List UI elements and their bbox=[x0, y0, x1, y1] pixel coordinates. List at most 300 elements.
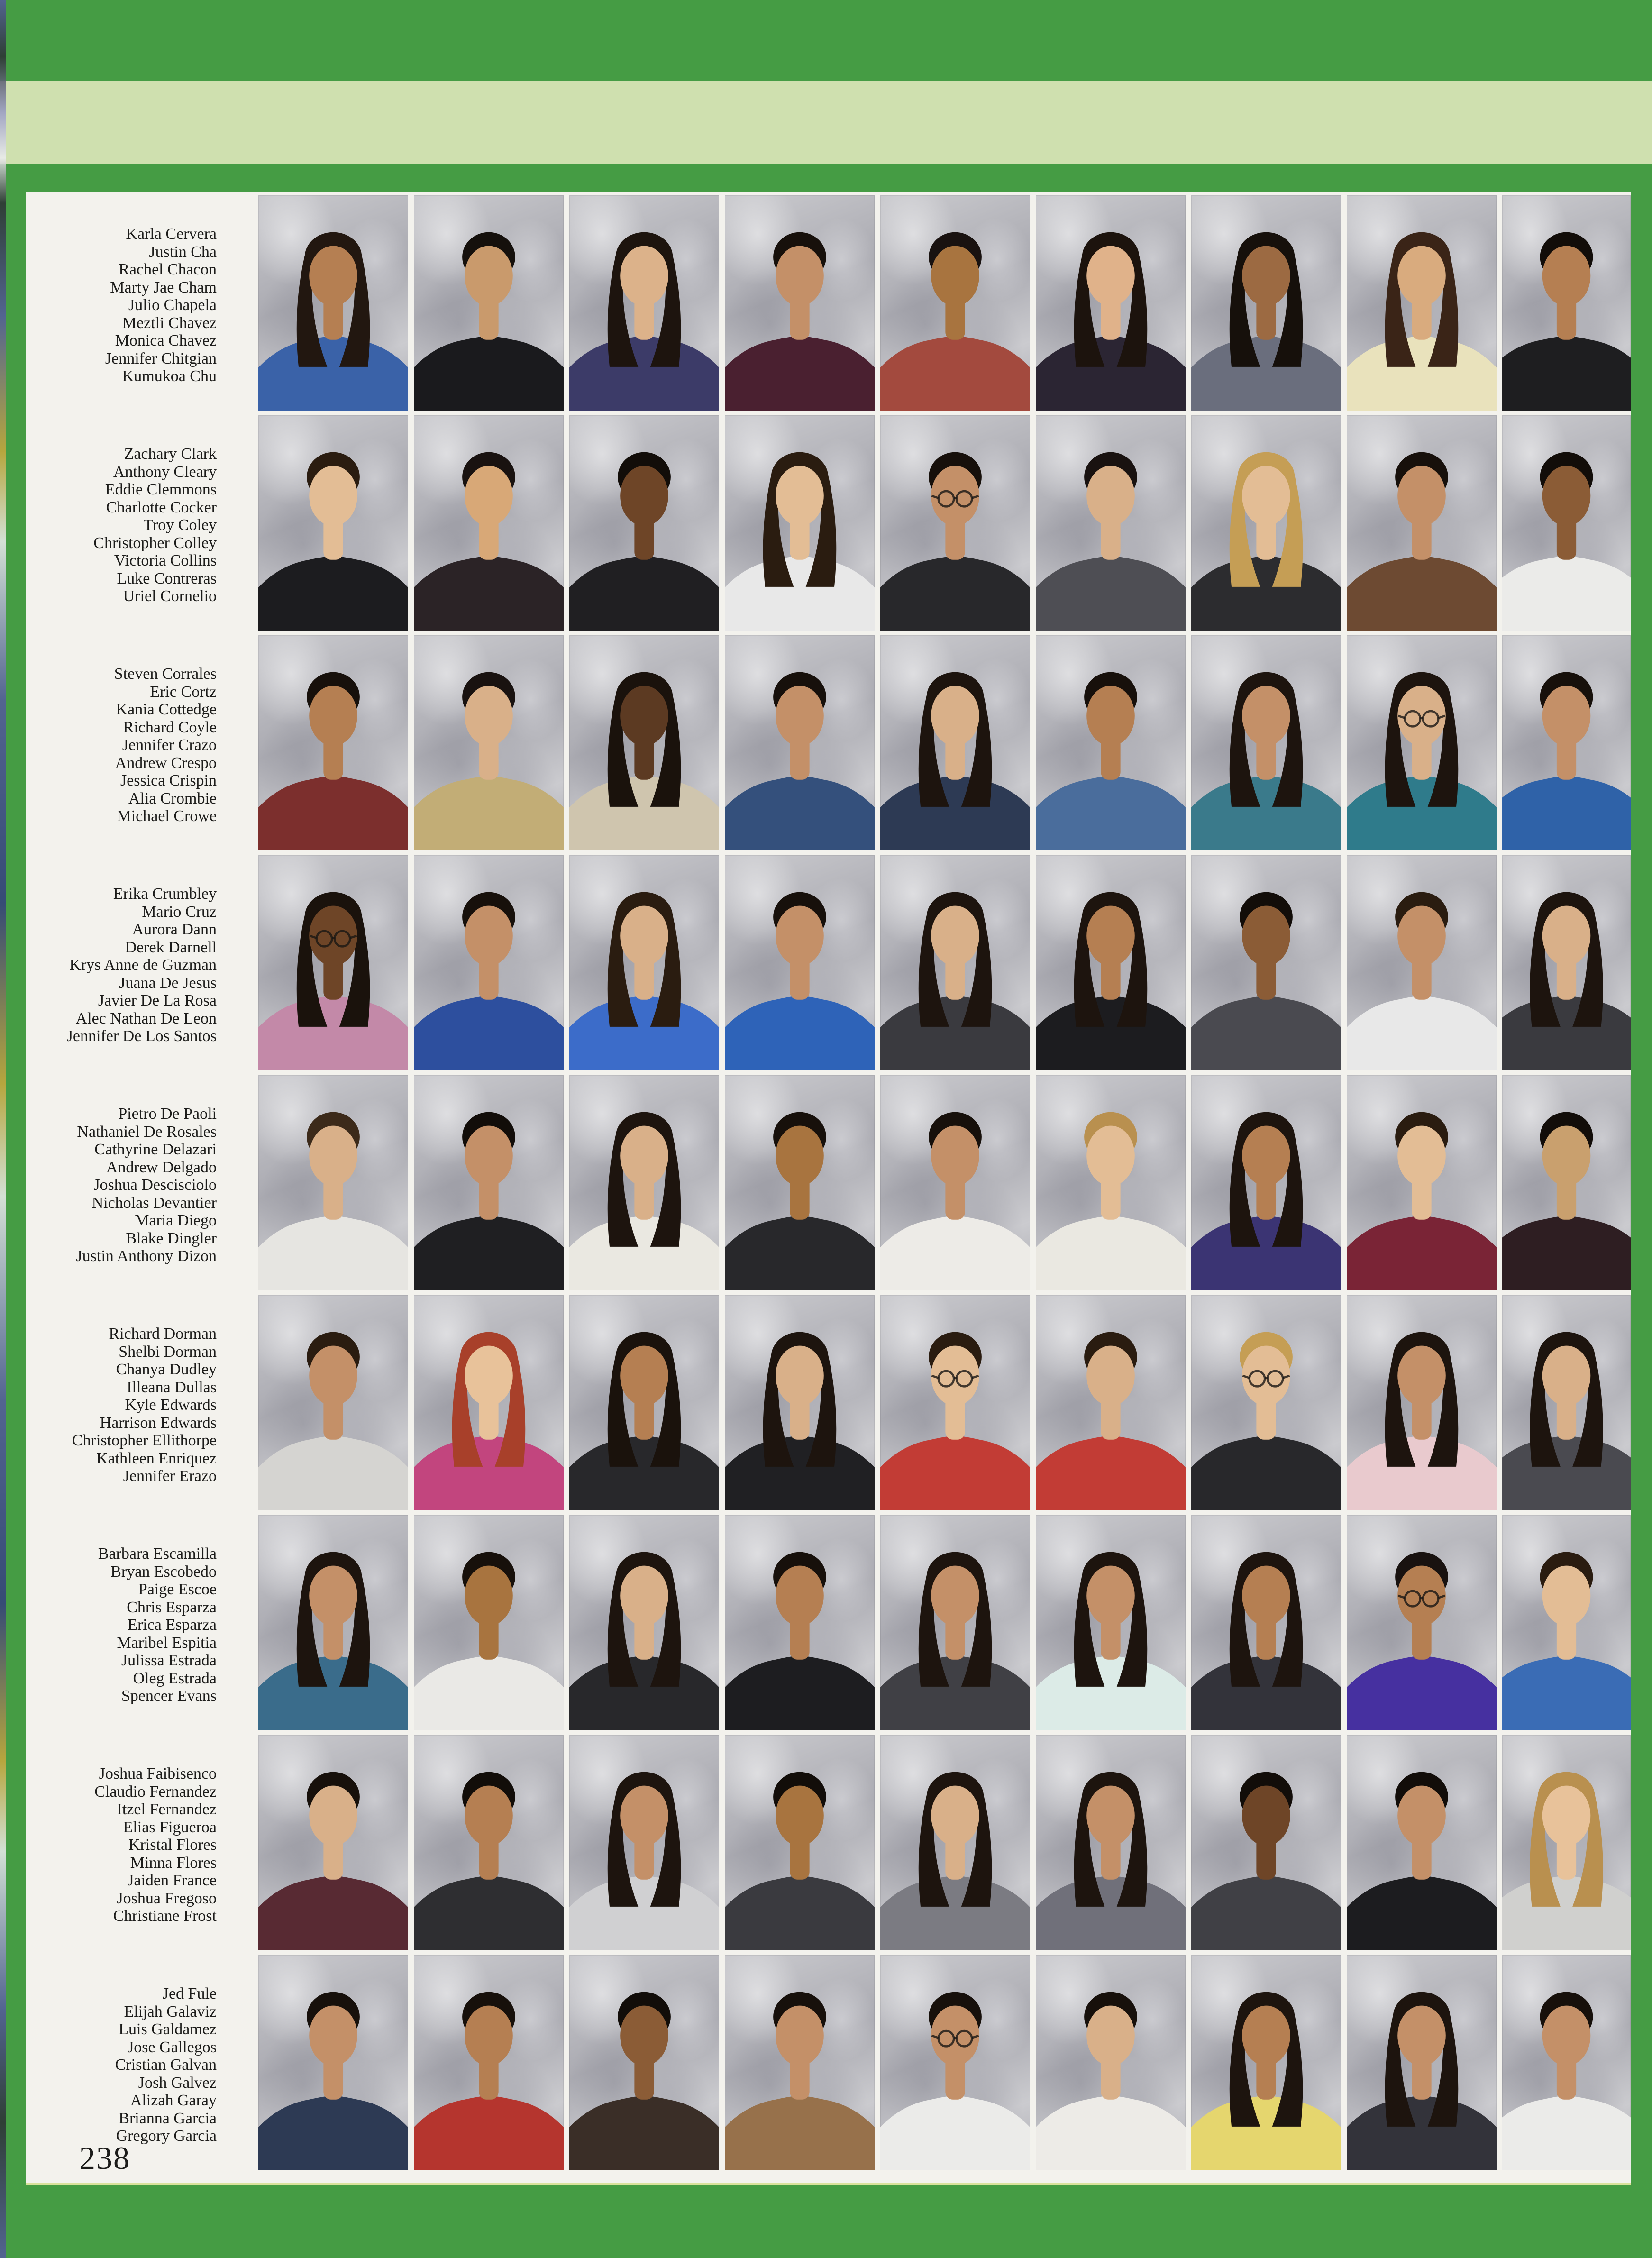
portrait-silhouette bbox=[569, 1295, 719, 1510]
head-shape bbox=[465, 2005, 513, 2066]
head-shape bbox=[620, 246, 668, 306]
name-list bbox=[26, 1515, 258, 1735]
book-binding-edge bbox=[0, 0, 6, 2258]
portrait-silhouette bbox=[725, 1295, 875, 1510]
student-name: Jessica Crispin bbox=[120, 772, 217, 790]
shirt-shape bbox=[569, 1216, 719, 1290]
shirt-shape bbox=[569, 1656, 719, 1730]
student-name: Christopher Colley bbox=[93, 534, 217, 552]
student-portrait bbox=[1347, 635, 1497, 850]
shirt-shape bbox=[880, 1216, 1030, 1290]
photo-strip bbox=[258, 1295, 1631, 1515]
head-shape bbox=[776, 246, 824, 306]
student-name: Alec Nathan De Leon bbox=[75, 1009, 217, 1027]
student-name: Anthony Cleary bbox=[113, 463, 217, 481]
shirt-shape bbox=[880, 1656, 1030, 1730]
portrait-silhouette bbox=[258, 1515, 408, 1730]
head-shape bbox=[309, 2005, 357, 2066]
portrait-silhouette bbox=[1347, 415, 1497, 631]
shirt-shape bbox=[1191, 1216, 1341, 1290]
shirt-shape bbox=[1036, 996, 1186, 1070]
student-portrait bbox=[725, 1295, 875, 1510]
shirt-shape bbox=[414, 556, 564, 631]
student-portrait bbox=[1502, 1075, 1631, 1290]
student-portrait bbox=[569, 1295, 719, 1510]
portrait-silhouette bbox=[569, 195, 719, 411]
student-portrait bbox=[1191, 855, 1341, 1070]
photo-strip bbox=[258, 1955, 1631, 2175]
student-portrait bbox=[1191, 415, 1341, 631]
student-portrait bbox=[880, 415, 1030, 631]
student-name: Alia Crombie bbox=[128, 789, 217, 807]
shirt-shape bbox=[569, 556, 719, 631]
shirt-shape bbox=[1191, 996, 1341, 1070]
head-shape bbox=[931, 1565, 979, 1626]
head-shape bbox=[1086, 686, 1135, 746]
yearbook-row bbox=[26, 415, 1631, 635]
shirt-shape bbox=[1191, 1436, 1341, 1510]
portrait-silhouette bbox=[1191, 855, 1341, 1070]
student-portrait bbox=[1347, 1075, 1497, 1290]
photo-strip bbox=[258, 1515, 1631, 1735]
student-name: Derek Darnell bbox=[125, 938, 217, 956]
shirt-shape bbox=[725, 1876, 875, 1950]
student-portrait bbox=[1502, 1515, 1631, 1730]
head-shape bbox=[309, 246, 357, 306]
shirt-shape bbox=[1191, 776, 1341, 850]
student-portrait bbox=[725, 1515, 875, 1730]
student-portrait bbox=[880, 1735, 1030, 1950]
head-shape bbox=[776, 1125, 824, 1186]
student-name: Cathyrine Delazari bbox=[94, 1141, 217, 1159]
shirt-shape bbox=[258, 556, 408, 631]
head-shape bbox=[465, 1785, 513, 1846]
student-portrait bbox=[725, 1075, 875, 1290]
portrait-silhouette bbox=[1191, 1955, 1341, 2170]
shirt-shape bbox=[725, 556, 875, 631]
shirt-shape bbox=[1191, 1656, 1341, 1730]
student-name: Chris Esparza bbox=[127, 1598, 217, 1616]
shirt-shape bbox=[1347, 1656, 1497, 1730]
head-shape bbox=[309, 1345, 357, 1406]
student-portrait bbox=[880, 1515, 1030, 1730]
student-portrait bbox=[1191, 1515, 1341, 1730]
portrait-silhouette bbox=[1502, 1955, 1631, 2170]
shirt-shape bbox=[1191, 336, 1341, 411]
student-name: Jed Fule bbox=[162, 1985, 217, 2003]
student-name: Jaiden France bbox=[128, 1872, 217, 1890]
head-shape bbox=[620, 1345, 668, 1406]
head-shape bbox=[1397, 905, 1446, 966]
student-name: Michael Crowe bbox=[117, 807, 217, 825]
head-shape bbox=[776, 1345, 824, 1406]
shirt-shape bbox=[880, 2096, 1030, 2170]
portrait-silhouette bbox=[1191, 635, 1341, 850]
student-portrait bbox=[1036, 415, 1186, 631]
student-name: Eric Cortz bbox=[150, 683, 217, 701]
yearbook-row bbox=[26, 1295, 1631, 1515]
student-portrait bbox=[1191, 195, 1341, 411]
student-name: Joshua Fregoso bbox=[117, 1889, 217, 1907]
portrait-silhouette bbox=[880, 855, 1030, 1070]
portrait-grid bbox=[26, 192, 1631, 2175]
head-shape bbox=[620, 1565, 668, 1626]
student-name: Karla Cervera bbox=[126, 225, 217, 243]
student-portrait bbox=[258, 855, 408, 1070]
portrait-silhouette bbox=[569, 1735, 719, 1950]
portrait-silhouette bbox=[1502, 635, 1631, 850]
portrait-silhouette bbox=[258, 1295, 408, 1510]
shirt-shape bbox=[414, 1876, 564, 1950]
portrait-silhouette bbox=[1502, 1735, 1631, 1950]
shirt-shape bbox=[1502, 1216, 1631, 1290]
portrait-silhouette bbox=[258, 1735, 408, 1950]
student-name: Victoria Collins bbox=[114, 552, 217, 570]
student-portrait bbox=[880, 195, 1030, 411]
shirt-shape bbox=[725, 996, 875, 1070]
head-shape bbox=[1242, 1565, 1290, 1626]
head-shape bbox=[776, 686, 824, 746]
student-portrait bbox=[725, 855, 875, 1070]
student-name: Kumukoa Chu bbox=[122, 367, 217, 385]
head-shape bbox=[776, 2005, 824, 2066]
head-shape bbox=[1542, 246, 1591, 306]
student-portrait bbox=[1191, 635, 1341, 850]
portrait-silhouette bbox=[1036, 1295, 1186, 1510]
portrait-silhouette bbox=[1347, 1515, 1497, 1730]
head-shape bbox=[620, 686, 668, 746]
student-name: Kathleen Enriquez bbox=[96, 1449, 217, 1467]
student-portrait bbox=[1502, 415, 1631, 631]
student-name: Richard Coyle bbox=[123, 718, 217, 736]
yearbook-row bbox=[26, 635, 1631, 855]
student-name: Spencer Evans bbox=[121, 1687, 217, 1705]
head-shape bbox=[620, 1125, 668, 1186]
portrait-silhouette bbox=[1502, 195, 1631, 411]
portrait-silhouette bbox=[569, 635, 719, 850]
shirt-shape bbox=[1347, 1216, 1497, 1290]
yearbook-row bbox=[26, 1515, 1631, 1735]
student-name: Joshua Faibisenco bbox=[99, 1765, 217, 1783]
student-portrait bbox=[1036, 635, 1186, 850]
head-shape bbox=[931, 905, 979, 966]
head-shape bbox=[1542, 686, 1591, 746]
student-name: Itzel Fernandez bbox=[117, 1801, 217, 1819]
portrait-silhouette bbox=[258, 415, 408, 631]
portrait-silhouette bbox=[880, 1955, 1030, 2170]
head-shape bbox=[465, 686, 513, 746]
shirt-shape bbox=[725, 1216, 875, 1290]
student-name: Erika Crumbley bbox=[113, 885, 217, 903]
student-portrait bbox=[1347, 1515, 1497, 1730]
portrait-silhouette bbox=[725, 195, 875, 411]
portrait-silhouette bbox=[1502, 1515, 1631, 1730]
shirt-shape bbox=[1347, 996, 1497, 1070]
head-shape bbox=[1542, 1345, 1591, 1406]
shirt-shape bbox=[258, 2096, 408, 2170]
name-list bbox=[26, 1735, 258, 1955]
portrait-silhouette bbox=[1036, 635, 1186, 850]
shirt-shape bbox=[1502, 776, 1631, 850]
student-portrait bbox=[414, 1295, 564, 1510]
student-portrait bbox=[569, 415, 719, 631]
portrait-silhouette bbox=[1347, 1075, 1497, 1290]
head-shape bbox=[931, 686, 979, 746]
student-name: Oleg Estrada bbox=[133, 1669, 217, 1687]
portrait-silhouette bbox=[1502, 1295, 1631, 1510]
head-shape bbox=[465, 1345, 513, 1406]
head-shape bbox=[1397, 1345, 1446, 1406]
shirt-shape bbox=[1036, 1216, 1186, 1290]
portrait-silhouette bbox=[258, 195, 408, 411]
shirt-shape bbox=[1036, 336, 1186, 411]
student-name: Uriel Cornelio bbox=[123, 587, 217, 605]
yearbook-row bbox=[26, 1075, 1631, 1295]
shirt-shape bbox=[569, 336, 719, 411]
shirt-shape bbox=[414, 776, 564, 850]
head-shape bbox=[620, 1785, 668, 1846]
student-name: Steven Corrales bbox=[114, 665, 217, 683]
student-name: Rachel Chacon bbox=[119, 261, 217, 279]
shirt-shape bbox=[569, 2096, 719, 2170]
student-portrait bbox=[258, 1515, 408, 1730]
student-portrait bbox=[1191, 1075, 1341, 1290]
student-name: Jennifer Erazo bbox=[123, 1467, 217, 1485]
portrait-silhouette bbox=[880, 195, 1030, 411]
student-name: Krys Anne de Guzman bbox=[69, 956, 217, 974]
shirt-shape bbox=[1036, 2096, 1186, 2170]
head-shape bbox=[1242, 686, 1290, 746]
photo-strip bbox=[258, 1075, 1631, 1295]
student-portrait bbox=[1036, 855, 1186, 1070]
student-name: Erica Esparza bbox=[128, 1616, 217, 1634]
head-shape bbox=[1397, 1125, 1446, 1186]
student-portrait bbox=[1191, 1295, 1341, 1510]
student-name: Christopher Ellithorpe bbox=[72, 1432, 217, 1450]
portrait-silhouette bbox=[880, 1515, 1030, 1730]
student-portrait bbox=[1502, 1295, 1631, 1510]
shirt-shape bbox=[1347, 1876, 1497, 1950]
portrait-silhouette bbox=[1036, 1075, 1186, 1290]
shirt-shape bbox=[414, 2096, 564, 2170]
head-shape bbox=[1086, 1785, 1135, 1846]
student-name: Brianna Garcia bbox=[119, 2109, 217, 2127]
student-portrait bbox=[1191, 1735, 1341, 1950]
photo-strip bbox=[258, 1735, 1631, 1955]
portrait-silhouette bbox=[414, 855, 564, 1070]
portrait-silhouette bbox=[1502, 855, 1631, 1070]
shirt-shape bbox=[414, 336, 564, 411]
student-name: Richard Dorman bbox=[109, 1325, 217, 1343]
student-portrait bbox=[1036, 1075, 1186, 1290]
student-name: Jennifer Chitgian bbox=[105, 349, 217, 367]
shirt-shape bbox=[1502, 1436, 1631, 1510]
student-name: Minna Flores bbox=[130, 1854, 217, 1872]
student-portrait bbox=[414, 415, 564, 631]
student-portrait bbox=[725, 195, 875, 411]
student-name: Javier De La Rosa bbox=[98, 992, 217, 1010]
portrait-silhouette bbox=[258, 1955, 408, 2170]
student-name: Bryan Escobedo bbox=[110, 1563, 217, 1581]
shirt-shape bbox=[1191, 556, 1341, 631]
student-portrait bbox=[725, 1735, 875, 1950]
portrait-silhouette bbox=[569, 1955, 719, 2170]
portrait-silhouette bbox=[569, 855, 719, 1070]
student-name: Illeana Dullas bbox=[127, 1378, 217, 1396]
student-portrait bbox=[569, 1515, 719, 1730]
portrait-silhouette bbox=[1036, 1955, 1186, 2170]
student-name: Charlotte Cocker bbox=[106, 498, 217, 516]
shirt-shape bbox=[725, 1656, 875, 1730]
shirt-shape bbox=[880, 776, 1030, 850]
student-portrait bbox=[1347, 195, 1497, 411]
student-portrait bbox=[880, 855, 1030, 1070]
portrait-silhouette bbox=[414, 635, 564, 850]
portrait-silhouette bbox=[1502, 1075, 1631, 1290]
shirt-shape bbox=[880, 996, 1030, 1070]
student-name: Marty Jae Cham bbox=[110, 278, 217, 296]
student-portrait bbox=[1502, 855, 1631, 1070]
portrait-silhouette bbox=[414, 1515, 564, 1730]
head-shape bbox=[931, 1125, 979, 1186]
portrait-silhouette bbox=[1347, 1295, 1497, 1510]
student-portrait bbox=[258, 415, 408, 631]
shirt-shape bbox=[1036, 1876, 1186, 1950]
portrait-silhouette bbox=[725, 855, 875, 1070]
student-name: Nicholas Devantier bbox=[91, 1194, 217, 1212]
portrait-silhouette bbox=[880, 415, 1030, 631]
head-shape bbox=[309, 466, 357, 526]
student-portrait bbox=[880, 1075, 1030, 1290]
student-name: Luke Contreras bbox=[117, 569, 217, 587]
top-light-green-stripe bbox=[0, 81, 1652, 164]
shirt-shape bbox=[258, 1436, 408, 1510]
student-portrait bbox=[725, 1955, 875, 2170]
student-name: Paige Escoe bbox=[138, 1581, 217, 1599]
portrait-silhouette bbox=[414, 1955, 564, 2170]
head-shape bbox=[776, 905, 824, 966]
shirt-shape bbox=[569, 996, 719, 1070]
student-name: Jennifer De Los Santos bbox=[66, 1027, 217, 1045]
shirt-shape bbox=[1191, 1876, 1341, 1950]
student-name: Julio Chapela bbox=[128, 296, 217, 314]
student-name: Barbara Escamilla bbox=[98, 1545, 217, 1563]
student-portrait bbox=[1502, 195, 1631, 411]
student-portrait bbox=[1191, 1955, 1341, 2170]
portrait-silhouette bbox=[880, 1075, 1030, 1290]
yearbook-row bbox=[26, 195, 1631, 415]
shirt-shape bbox=[1036, 556, 1186, 631]
head-shape bbox=[1242, 466, 1290, 526]
shirt-shape bbox=[414, 996, 564, 1070]
shirt-shape bbox=[725, 776, 875, 850]
shirt-shape bbox=[258, 1876, 408, 1950]
name-list bbox=[26, 1295, 258, 1515]
portrait-silhouette bbox=[569, 1515, 719, 1730]
head-shape bbox=[1086, 1565, 1135, 1626]
student-portrait bbox=[1347, 415, 1497, 631]
shirt-shape bbox=[880, 1876, 1030, 1950]
student-portrait bbox=[414, 1955, 564, 2170]
shirt-shape bbox=[1347, 2096, 1497, 2170]
student-name: Elias Figueroa bbox=[123, 1818, 217, 1836]
portrait-silhouette bbox=[258, 635, 408, 850]
student-name: Justin Anthony Dizon bbox=[76, 1247, 217, 1265]
shirt-shape bbox=[880, 556, 1030, 631]
student-name: Kristal Flores bbox=[128, 1836, 217, 1854]
photo-strip bbox=[258, 195, 1631, 415]
student-portrait bbox=[880, 635, 1030, 850]
name-list bbox=[26, 1955, 258, 2175]
head-shape bbox=[465, 1125, 513, 1186]
student-name: Shelbi Dorman bbox=[119, 1343, 217, 1361]
portrait-silhouette bbox=[1347, 855, 1497, 1070]
student-portrait bbox=[880, 1955, 1030, 2170]
student-name: Harrison Edwards bbox=[100, 1414, 217, 1432]
student-name: Pietro De Paoli bbox=[118, 1105, 217, 1123]
student-portrait bbox=[1347, 1295, 1497, 1510]
portrait-silhouette bbox=[880, 635, 1030, 850]
student-portrait bbox=[1347, 1955, 1497, 2170]
shirt-shape bbox=[258, 996, 408, 1070]
head-shape bbox=[465, 905, 513, 966]
student-name: Andrew Crespo bbox=[115, 754, 217, 772]
student-name: Nathaniel De Rosales bbox=[77, 1123, 217, 1141]
student-name: Troy Coley bbox=[143, 516, 217, 534]
shirt-shape bbox=[1502, 1656, 1631, 1730]
student-portrait bbox=[725, 415, 875, 631]
name-list bbox=[26, 415, 258, 635]
shirt-shape bbox=[725, 2096, 875, 2170]
shirt-shape bbox=[880, 1436, 1030, 1510]
shirt-shape bbox=[258, 1216, 408, 1290]
student-name: Jennifer Crazo bbox=[122, 736, 217, 754]
yearbook-page bbox=[26, 192, 1631, 2185]
student-portrait bbox=[414, 1515, 564, 1730]
student-name: Eddie Clemmons bbox=[105, 481, 217, 499]
shirt-shape bbox=[1347, 556, 1497, 631]
shirt-shape bbox=[569, 776, 719, 850]
student-name: Gregory Garcia bbox=[116, 2127, 217, 2145]
photo-strip bbox=[258, 415, 1631, 635]
portrait-silhouette bbox=[1036, 195, 1186, 411]
head-shape bbox=[1397, 1785, 1446, 1846]
student-name: Maria Diego bbox=[135, 1212, 217, 1230]
student-portrait bbox=[725, 635, 875, 850]
head-shape bbox=[1242, 1785, 1290, 1846]
head-shape bbox=[1397, 2005, 1446, 2066]
portrait-silhouette bbox=[1191, 1735, 1341, 1950]
student-portrait bbox=[258, 1075, 408, 1290]
head-shape bbox=[776, 1565, 824, 1626]
student-portrait bbox=[1502, 635, 1631, 850]
student-name: Aurora Dann bbox=[132, 921, 217, 939]
student-portrait bbox=[414, 1075, 564, 1290]
portrait-silhouette bbox=[1036, 415, 1186, 631]
head-shape bbox=[1542, 1565, 1591, 1626]
student-name: Chanya Dudley bbox=[116, 1361, 217, 1379]
student-portrait bbox=[1347, 1735, 1497, 1950]
student-portrait bbox=[1036, 1735, 1186, 1950]
shirt-shape bbox=[1347, 336, 1497, 411]
head-shape bbox=[465, 246, 513, 306]
page-number: 238 bbox=[79, 2140, 130, 2176]
head-shape bbox=[1242, 905, 1290, 966]
student-name: Kania Cottedge bbox=[116, 701, 217, 719]
head-shape bbox=[1542, 466, 1591, 526]
student-portrait bbox=[1036, 195, 1186, 411]
student-portrait bbox=[1502, 1955, 1631, 2170]
